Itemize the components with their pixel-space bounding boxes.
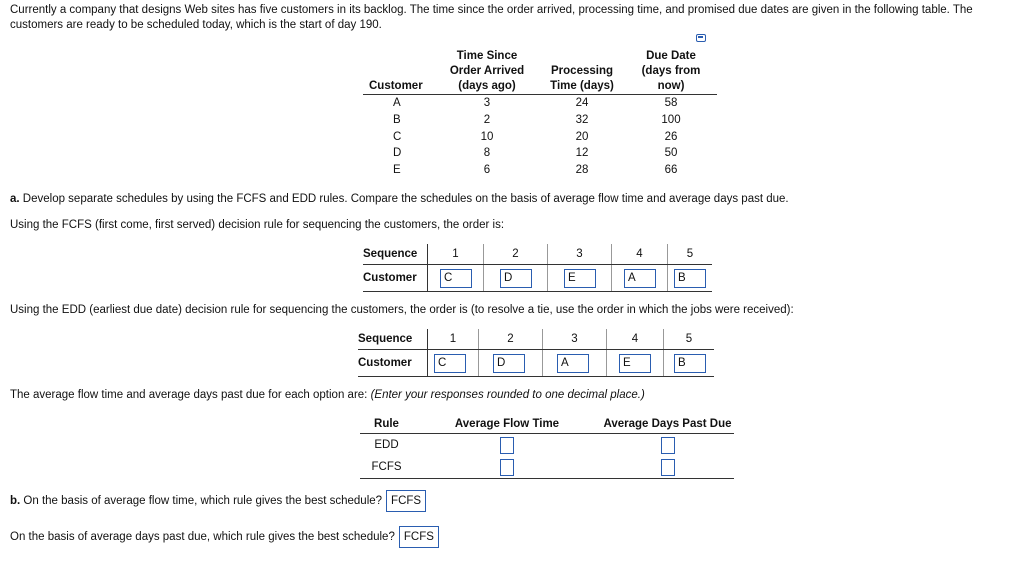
customer-label: Customer	[358, 350, 428, 377]
table-row	[360, 434, 734, 457]
customer-label: Customer	[363, 265, 428, 292]
header-time-since: Time Since Order Arrived (days ago)	[435, 49, 539, 95]
cell-due: 26	[664, 130, 678, 143]
fcfs-answer-5[interactable]: B	[674, 269, 706, 288]
seq-num: 4	[612, 244, 668, 265]
table-row	[360, 456, 734, 479]
cell-time-since: 6	[483, 164, 491, 177]
seq-num: 1	[428, 329, 479, 350]
cell-time-since: 3	[483, 97, 491, 109]
seq-num: 1	[428, 244, 484, 265]
rule-name: FCFS	[360, 456, 413, 479]
cell-due: 50	[664, 147, 678, 160]
header-avg-flow-time: Average Flow Time	[413, 414, 601, 434]
edd-answer-2[interactable]: D	[493, 354, 525, 373]
part-a-text: a. Develop separate schedules by using the FCFS and EDD rules. Compare the schedules on the basis of average flow time and average days past due.	[10, 193, 789, 205]
seq-num: 5	[668, 244, 713, 265]
fcfs-answer-2[interactable]: D	[500, 269, 532, 288]
table-row	[363, 162, 717, 179]
fcfs-flow-time-input[interactable]	[500, 459, 514, 476]
header-due-date: Due Date (days from now)	[625, 49, 717, 95]
cell-customer: D	[393, 147, 402, 160]
edd-answer-3[interactable]: A	[557, 354, 589, 373]
rule-table	[360, 414, 734, 479]
seq-num: 3	[548, 244, 612, 265]
fcfs-answer-1[interactable]: C	[440, 269, 472, 288]
cell-customer: B	[393, 113, 401, 126]
header-avg-days-past-due: Average Days Past Due	[601, 414, 734, 434]
part-b2-answer[interactable]: FCFS	[399, 526, 439, 548]
fcfs-answer-4[interactable]: A	[624, 269, 656, 288]
cell-customer: A	[393, 97, 401, 109]
fcfs-sequence-table	[363, 244, 712, 292]
cell-customer: C	[393, 130, 402, 143]
part-b2-question: On the basis of average days past due, which rule gives the best schedule? FCFS	[10, 526, 439, 548]
fcfs-days-past-due-input[interactable]	[661, 459, 675, 476]
cell-processing: 12	[575, 147, 589, 160]
seq-num: 5	[664, 329, 715, 350]
edd-days-past-due-input[interactable]	[661, 437, 675, 454]
cell-customer: E	[393, 164, 401, 177]
cell-processing: 32	[575, 113, 589, 126]
edd-flow-time-input[interactable]	[500, 437, 514, 454]
header-processing: Processing Time (days)	[539, 49, 625, 95]
cell-due: 66	[664, 164, 678, 177]
header-customer: Customer	[363, 49, 435, 95]
table-row	[363, 95, 717, 112]
fcfs-answer-3[interactable]: E	[564, 269, 596, 288]
fcfs-prompt: Using the FCFS (first come, first served) decision rule for sequencing the customers, the order is:	[10, 219, 505, 231]
cell-processing: 24	[575, 97, 589, 109]
table-row	[363, 129, 717, 146]
sequence-label: Sequence	[363, 244, 428, 265]
seq-num: 2	[484, 244, 548, 265]
seq-num: 4	[607, 329, 664, 350]
table-row	[363, 145, 717, 162]
avg-prompt: The average flow time and average days past due for each option are: (Enter your responses rounded to one decimal place.)	[10, 389, 645, 401]
part-b-answer[interactable]: FCFS	[386, 490, 426, 512]
cell-time-since: 2	[483, 113, 491, 126]
cell-processing: 28	[575, 164, 589, 177]
customer-data-table	[363, 49, 717, 179]
copy-icon[interactable]	[696, 34, 706, 42]
cell-due: 58	[664, 97, 678, 109]
cell-time-since: 8	[483, 147, 491, 160]
edd-answer-4[interactable]: E	[619, 354, 651, 373]
cell-time-since: 10	[480, 130, 494, 143]
rule-name: EDD	[374, 439, 399, 451]
part-b-question: b. On the basis of average flow time, which rule gives the best schedule? FCFS	[10, 490, 426, 512]
sequence-label: Sequence	[358, 329, 428, 350]
cell-due: 100	[661, 113, 681, 126]
edd-prompt: Using the EDD (earliest due date) decision rule for sequencing the customers, the order is (to resolve a tie, use the order in which the jobs were received):	[10, 304, 794, 316]
header-rule: Rule	[360, 414, 413, 434]
seq-num: 3	[543, 329, 607, 350]
cell-processing: 20	[575, 130, 589, 143]
edd-sequence-table	[358, 329, 714, 377]
seq-num: 2	[479, 329, 543, 350]
intro-text: Currently a company that designs Web sites has five customers in its backlog. The time since the order arrived, processing time, and promised due dates are given in the following table. The customers are ready to be scheduled today, which is the start of day 190.	[10, 4, 973, 31]
table-row	[363, 112, 717, 129]
edd-answer-1[interactable]: C	[434, 354, 466, 373]
edd-answer-5[interactable]: B	[674, 354, 706, 373]
